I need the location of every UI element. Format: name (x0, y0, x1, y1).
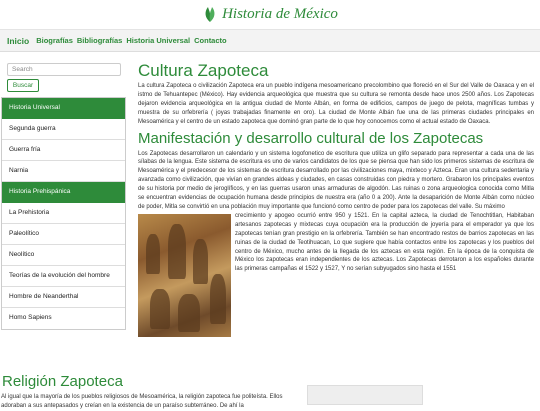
section-title: Manifestación y desarrollo cultural de los Zapotecas (138, 129, 484, 147)
section-paragraph-b: crecimiento y apogeo ocurrió entre 950 y 1521. En la capital azteca, la ciudad de Tenochtitlan, Habitaban artesanos zapotecas y mixtecas cuya ocupación era la producción de joyería para el emperador ya que los zapotecas tenían gran prestigio en la orfebrería. También se han encontrado restos de barrios zapotecas en las ruinas de la ciudad de Teotihuacan, Lo que sugiere que había contactos entre los zapotecas y los pueblos del centro de México, mucho antes de la llegada de los aztecas en esta región. En la época de la conquista de México los zapotecas eran independientes de los aztecas. Los Zapotecas derrotaron a los españoles durante las primeras campañas el 1522 y 1527, Y no serían subyugados sino hasta el 1551 (235, 212, 534, 273)
sidebar-item-homo-sapiens[interactable]: Homo Sapiens (2, 308, 125, 329)
search-button[interactable]: Buscar (7, 79, 39, 92)
leaf-logo-icon (202, 5, 218, 23)
religion-image (307, 385, 423, 405)
sidebar-item-narnia[interactable]: Narnia (2, 161, 125, 182)
nav-bibliografias[interactable]: Bibliografías (76, 36, 123, 45)
sidebar-item-teorias-evolucion[interactable]: Teorías de la evolución del hombre (2, 266, 125, 287)
religion-title: Religión Zapoteca (2, 373, 123, 390)
religion-section (0, 370, 540, 411)
sidebar-item-historia-prehispanica[interactable]: Historia Prehispánica (2, 182, 125, 203)
nav-biografias[interactable]: Biografías (36, 36, 73, 45)
site-title: Historia de México (222, 5, 338, 22)
nav-inicio[interactable]: Inicio (7, 35, 30, 46)
religion-paragraph: Al igual que la mayoría de los pueblos religiosos de Mesoamérica, la religión zapoteca fue politeísta. Ellos adoraban a sus antepasados y creían en la existencia de un paraíso subterráneo. De ahí la (1, 394, 283, 409)
top-navigation (0, 29, 540, 52)
search-input[interactable]: Search (7, 63, 121, 76)
intro-paragraph: La cultura Zapoteca o civilización Zapoteca era un pueblo indígena mesoamericano precolombino que floreció en el Sur del Valle de Oaxaca y en el istmo de Tehuantepec (México). Hay evidencia arqueológica que muestra que su cultura se remonta desde hace unos 2500 años. Los Zapotecas dejaron evidencia arqueológica en la antigua ciudad de Monte Albán, en forma de edificios, campos de juego de pelota, magníficas tumbas y muestra de su orfebrería ( joyas trabajadas finamente en oro). La ciudad de Monte Albán fue una de las primeras ciudades principales en Mesoamérica y el centro de un estado zapoteca que dominó gran parte de lo que hoy conocemos como el actual estado de Oaxaca. (138, 83, 534, 125)
site-logo[interactable] (0, 2, 540, 26)
page-title: Cultura Zapoteca (138, 61, 269, 80)
sidebar-item-historia-universal[interactable]: Historia Universal (2, 98, 125, 119)
sidebar-item-neanderthal[interactable]: Hombre de Neanderthal (2, 287, 125, 308)
nav-historia-universal[interactable]: Historia Universal (126, 36, 191, 45)
sidebar-item-neolitico[interactable]: Neolítico (2, 245, 125, 266)
sidebar-item-segunda-guerra[interactable]: Segunda guerra (2, 119, 125, 140)
section-paragraph-a: Los Zapotecas desarrollaron un calendario y un sistema logofonetico de escritura que utiliza un glifo separado para representar a cada una de las sílabas de la lengua. Este sistema de escritura es uno de varios candidatos de los que se piensa que han sido los primeros sistemas de escritura de Mesoamérica y el predecesor de los sistemas de escritura desarrollado por las civilizaciones maya, mixteco y Azteca. Eran una cultura sedentaria y avanzada como civilización, que vivían en grandes aldeas y ciudades, en casas construidas con piedra y mortero. Grabaron los principales eventos de su historia por medio de jeroglíficos, y en las guerras usaron unas armaduras de algodón. Las ruinas o zona arqueologica conocida como Mitla se encuentran evidencias de ocupación humana desde principios de nuestra era (año 0 a 200). Ante la desaparición de Monte Albán como núcleo de poder, Mitla se convirtió en una población muy importante que funcionó como centro de poder para los zapotecas del valle. Su máximo (138, 150, 534, 210)
sidebar-item-paleolitico[interactable]: Paleolítico (2, 224, 125, 245)
sidebar-item-guerra-fria[interactable]: Guerra fría (2, 140, 125, 161)
sidebar-menu (1, 97, 126, 330)
sidebar-item-la-prehistoria[interactable]: La Prehistoria (2, 203, 125, 224)
nav-contacto[interactable]: Contacto (194, 36, 227, 45)
zapotec-mural-image (138, 214, 231, 337)
main-content (138, 61, 534, 337)
